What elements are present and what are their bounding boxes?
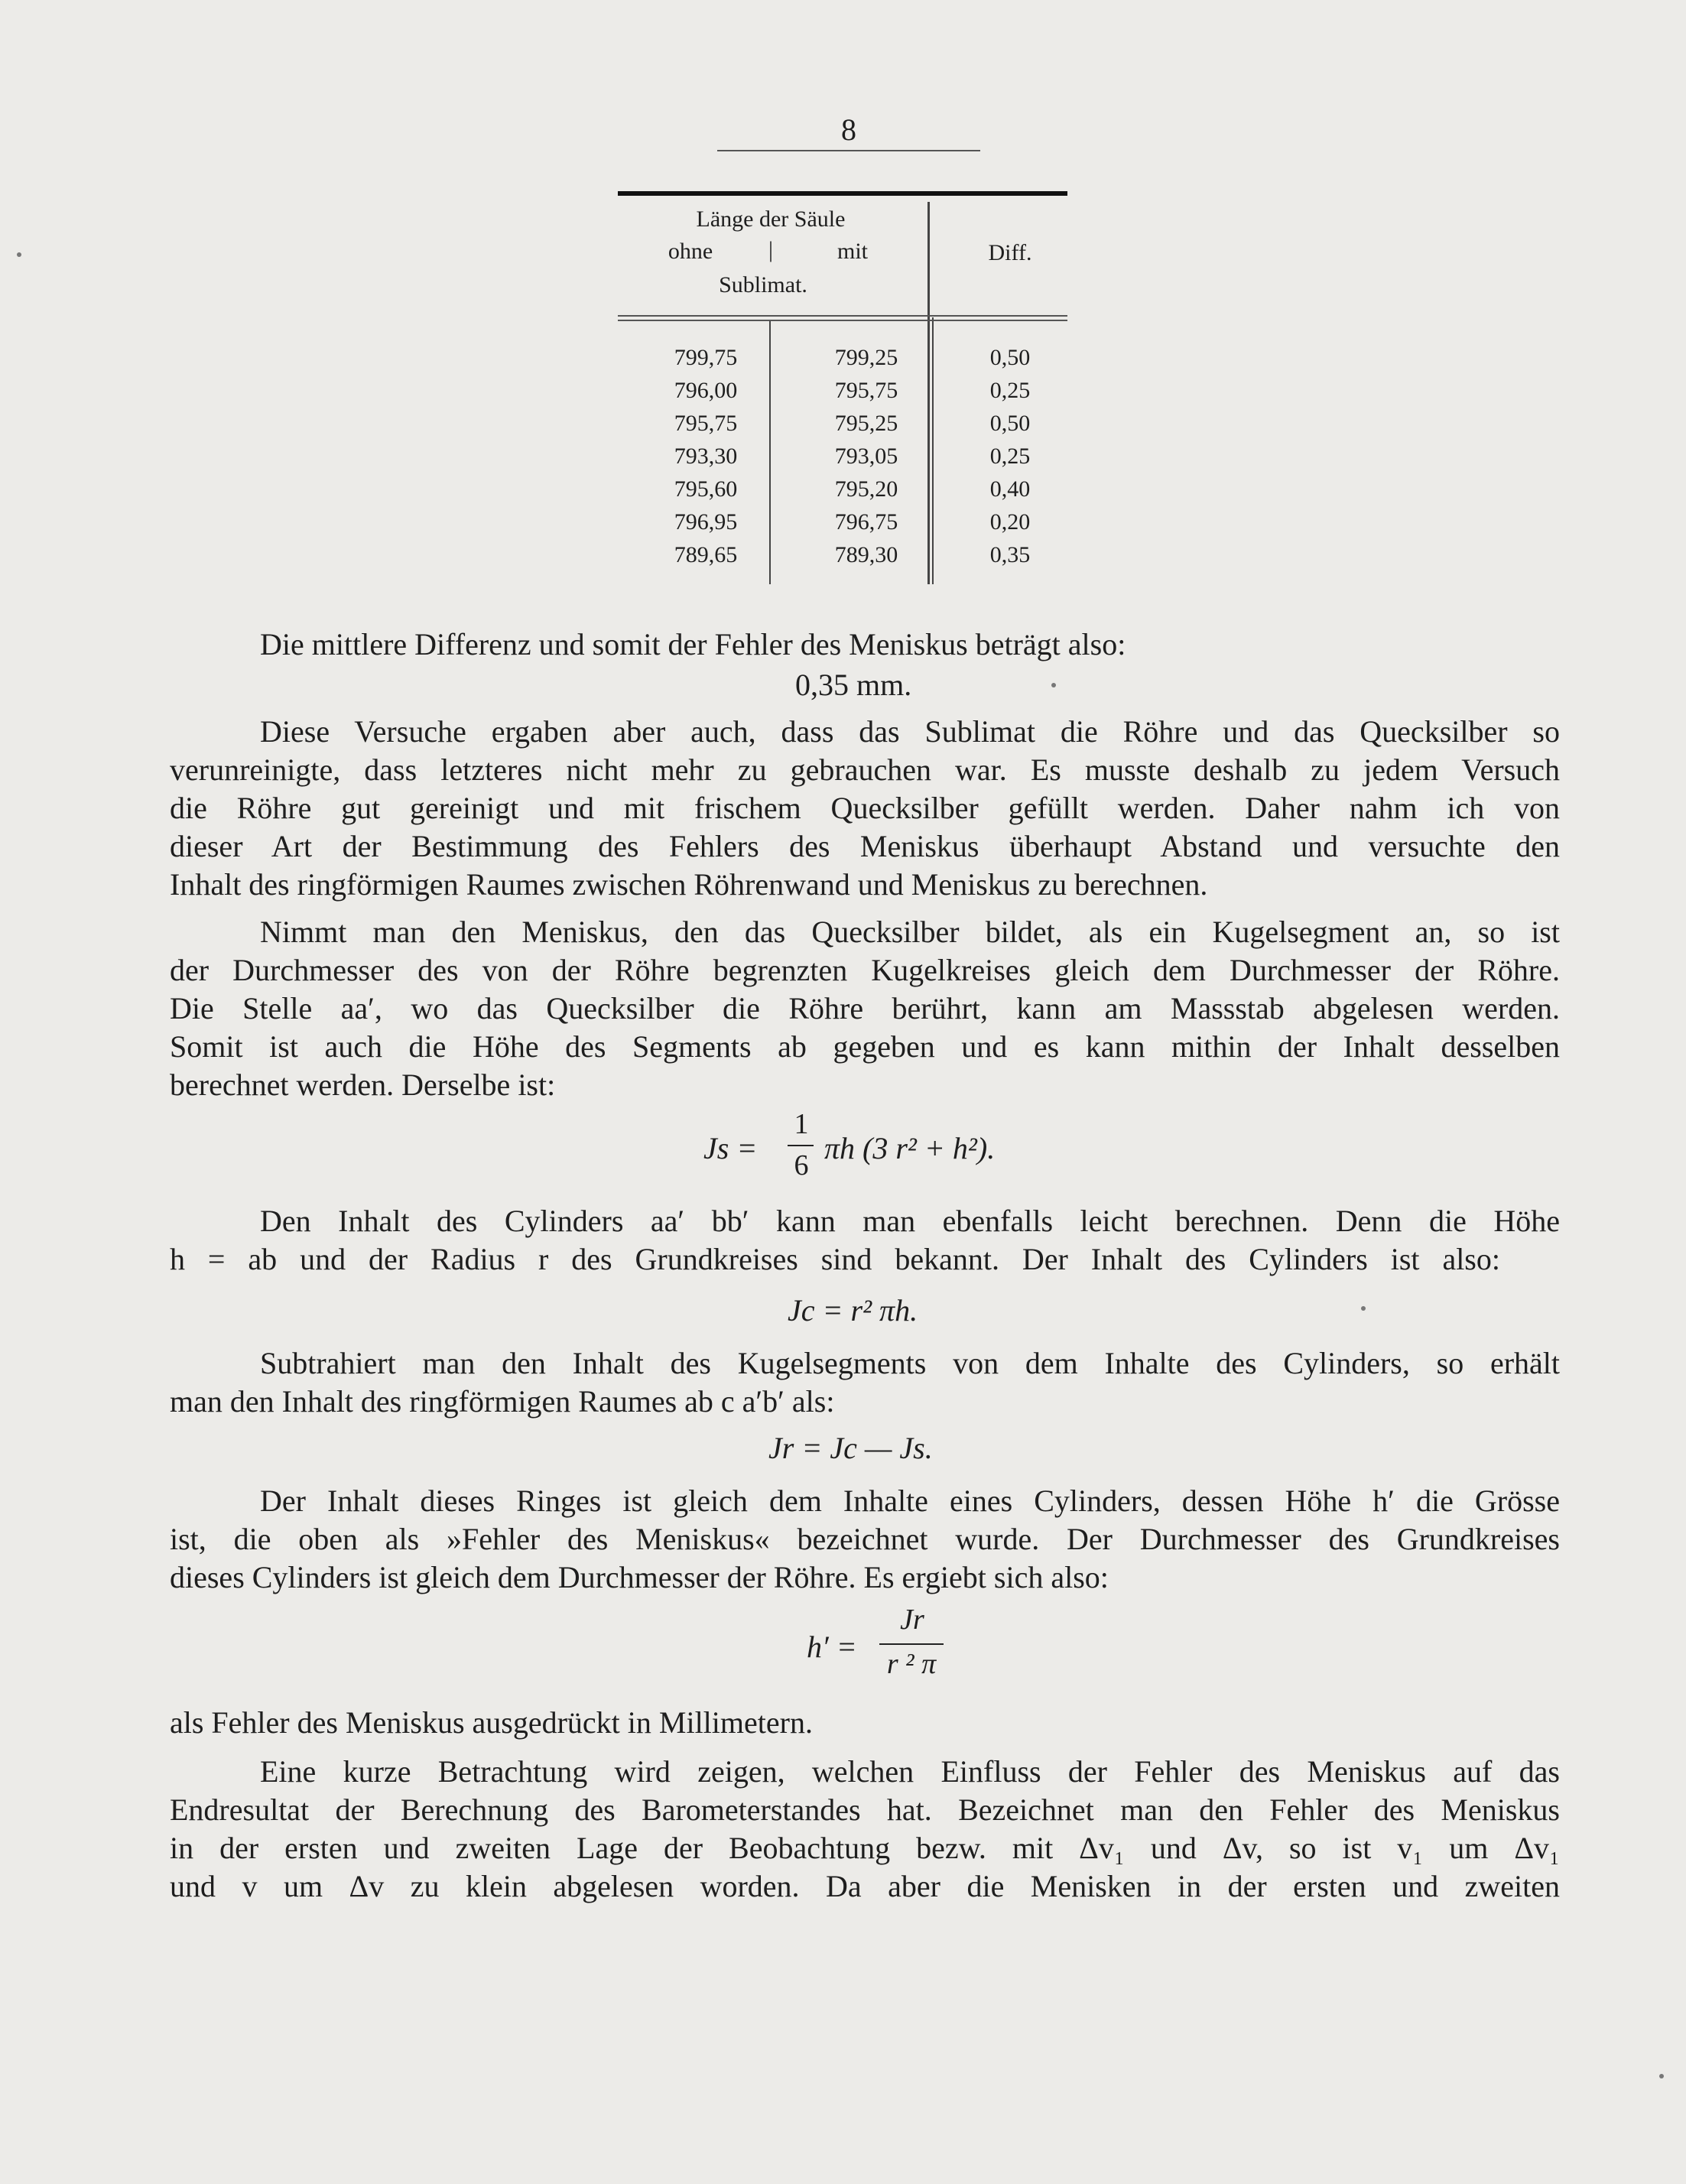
table-cell: 795,75	[674, 411, 738, 436]
text-line: man den Inhalt des ringförmigen Raumes ab c a′b′ als:	[170, 1384, 835, 1419]
formula-meniscus-error-lhs: h′ =	[807, 1630, 857, 1664]
text-line: verunreinigte, dass letzteres nicht mehr zu gebrauchen war. Es musste deshalb zu jedem Versuch	[170, 752, 1560, 787]
scan-speck	[17, 252, 21, 257]
formula-cylinder: Jc = r² πh.	[788, 1293, 918, 1328]
header-with: mit	[837, 239, 868, 264]
mean-difference-value: 0,35 mm.	[795, 668, 912, 702]
scan-speck	[1361, 1306, 1366, 1311]
header-sublimat: Sublimat.	[719, 272, 807, 297]
table-cell: 0,50	[989, 411, 1031, 436]
text-line: Nimmt man den Meniskus, den das Quecksilber bildet, als ein Kugelsegment an, so ist	[260, 915, 1560, 949]
header-without: ohne	[668, 239, 713, 264]
page-number-rule	[717, 150, 980, 151]
table-cell: 793,30	[674, 444, 738, 469]
table-cell: 0,40	[989, 476, 1031, 502]
formula-meniscus-error-denominator: r ² π	[886, 1648, 937, 1680]
text-line: berechnet werden. Derselbe ist:	[170, 1068, 556, 1102]
text-line: und v um Δv zu klein abgelesen worden. Da aber die Menisken in der ersten und zweiten	[170, 1869, 1560, 1903]
table-header-rule-2	[618, 320, 1067, 321]
table-top-rule	[618, 191, 1067, 196]
formula-segment-denominator: 6	[794, 1149, 809, 1181]
text-line: h = ab und der Radius r des Grundkreises sind bekannt. Der Inhalt des Cylinders ist also:	[170, 1242, 1500, 1276]
text-line: dieser Art der Bestimmung des Fehlers des Meniskus überhaupt Abstand und versuchte den	[170, 829, 1560, 863]
formula-segment-lhs: Js =	[703, 1131, 758, 1165]
text-line: Diese Versuche ergaben aber auch, dass das Sublimat die Röhre und das Quecksilber so	[260, 714, 1560, 749]
table-cell: 795,20	[834, 476, 898, 502]
table-cell: 789,65	[674, 542, 738, 567]
text-line: in der ersten und zweiten Lage der Beobachtung bezw. mit Δv₁ und Δv, so ist v₁ um Δv₁	[170, 1831, 1560, 1865]
text-line: Den Inhalt des Cylinders aa′ bb′ kann man ebenfalls leicht berechnen. Denn die Höhe	[260, 1204, 1560, 1238]
formula-meniscus-error-numerator: Jr	[900, 1604, 924, 1636]
table-cell: 795,25	[834, 411, 898, 436]
text-line: Inhalt des ringförmigen Raumes zwischen Röhrenwand und Meniskus zu berechnen.	[170, 867, 1208, 902]
table-divider-body	[769, 321, 771, 584]
table-cell: 795,60	[674, 476, 738, 502]
formula-segment-numerator: 1	[794, 1108, 809, 1140]
table-cell: 796,75	[834, 509, 898, 535]
text-line: Die Stelle aa′, wo das Quecksilber die Röhre berührt, kann am Massstab abgelesen werden.	[170, 991, 1560, 1025]
formula-segment-fraction-bar	[788, 1145, 814, 1146]
text-line: Eine kurze Betrachtung wird zeigen, welchen Einfluss der Fehler des Meniskus auf das	[260, 1754, 1560, 1789]
table-cell: 0,35	[989, 542, 1031, 567]
table-cell: 796,95	[674, 509, 738, 535]
table-divider-main	[927, 202, 930, 584]
table-cell: 0,25	[989, 378, 1031, 403]
table-cell: 0,20	[989, 509, 1031, 535]
text-line: der Durchmesser des von der Röhre begrenzten Kugelkreises gleich dem Durchmesser der Röhre.	[170, 953, 1560, 987]
text-line: Endresultat der Berechnung des Barometerstandes hat. Bezeichnet man den Fehler des Meniskus	[170, 1792, 1560, 1827]
header-column-length: Länge der Säule	[696, 206, 846, 232]
table-cell: 793,05	[834, 444, 898, 469]
table-cell: 799,25	[834, 345, 898, 370]
scan-speck	[1051, 683, 1056, 687]
formula-ring: Jr = Jc — Js.	[768, 1431, 933, 1465]
text-line: Der Inhalt dieses Ringes ist gleich dem Inhalte eines Cylinders, dessen Höhe h′ die Grösse	[260, 1484, 1560, 1518]
table-cell: 796,00	[674, 378, 738, 403]
table-cell: 0,50	[989, 345, 1031, 370]
measurement-table	[618, 191, 1067, 583]
text-line: dieses Cylinders ist gleich dem Durchmesser der Röhre. Es ergiebt sich also:	[170, 1560, 1109, 1594]
page-number: 8	[841, 112, 856, 147]
text-line: Somit ist auch die Höhe des Segments ab gegeben und es kann mithin der Inhalt desselben	[170, 1029, 1560, 1064]
scan-speck	[1659, 2074, 1664, 2078]
text-line: Subtrahiert man den Inhalt des Kugelsegments von dem Inhalte des Cylinders, so erhält	[260, 1346, 1560, 1380]
text-line: als Fehler des Meniskus ausgedrückt in Millimetern.	[170, 1705, 813, 1740]
table-divider-main-2	[932, 317, 934, 584]
formula-segment-rhs: πh (3 r² + h²).	[824, 1131, 996, 1165]
table-header-rule	[618, 315, 1067, 317]
header-diff: Diff.	[988, 240, 1032, 265]
table-cell: 795,75	[834, 378, 898, 403]
text-line: ist, die oben als »Fehler des Meniskus« bezeichnet wurde. Der Durchmesser des Grundkreises	[170, 1522, 1560, 1556]
table-cell: 789,30	[834, 542, 898, 567]
text-line: die Röhre gut gereinigt und mit frischem Quecksilber gefüllt werden. Daher nahm ich von	[170, 791, 1560, 825]
table-cell: 799,75	[674, 345, 738, 370]
table-cell: 0,25	[989, 444, 1031, 469]
formula-meniscus-error-fraction-bar	[879, 1643, 944, 1645]
text-line: Die mittlere Differenz und somit der Fehler des Meniskus beträgt also:	[260, 627, 1126, 661]
header-separator: |	[768, 237, 773, 262]
